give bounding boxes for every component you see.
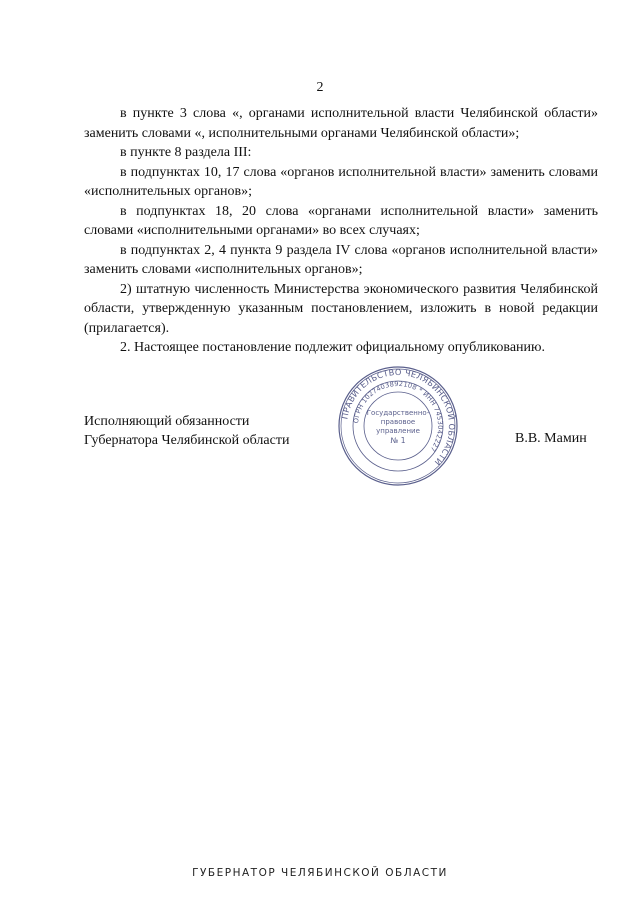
paragraph-6: 2) штатную численность Министерства экономического развития Челябинской области, утвержденную указанным постановлением, изложить в новой редакции (прилагается). xyxy=(84,281,598,336)
signatory-title-line-1: Исполняющий обязанности xyxy=(84,414,250,429)
document-body xyxy=(84,104,598,358)
paragraph-4: в подпунктах 18, 20 слова «органами исполнительной власти» заменить словами «исполнительными органами» во всех случаях; xyxy=(84,203,598,238)
paragraph-2: в пункте 8 раздела III: xyxy=(120,145,252,160)
paragraph-5: в подпунктах 2, 4 пункта 9 раздела IV слова «органов исполнительной власти» заменить словами «исполнительных органов»; xyxy=(84,242,598,277)
seal-center-line-3: управление xyxy=(376,427,420,435)
seal-center-line-1: Государственно- xyxy=(366,409,430,417)
paragraph-7: 2. Настоящее постановление подлежит официальному опубликованию. xyxy=(120,340,545,355)
seal-outer-text: ПРАВИТЕЛЬСТВО ЧЕЛЯБИНСКОЙ ОБЛАСТИ xyxy=(339,366,458,468)
seal-ring-text: ОГРН 1027403892108 * ИНН 7453042227 xyxy=(352,379,445,454)
paragraph-1: в пункте 3 слова «, органами исполнительной власти Челябинской области» заменить словами «, исполнительными органами Челябинской области»; xyxy=(84,106,598,141)
signatory-name: В.В. Мамин xyxy=(515,431,587,446)
footer-text: ГУБЕРНАТОР ЧЕЛЯБИНСКОЙ ОБЛАСТИ xyxy=(192,867,448,879)
paragraph-3: в подпунктах 10, 17 слова «органов исполнительной власти» заменить словами «исполнительных органов»; xyxy=(84,164,598,199)
signatory-title-line-2: Губернатора Челябинской области xyxy=(84,433,290,448)
seal-center-line-4: № 1 xyxy=(390,436,406,445)
page-number: 2 xyxy=(316,80,324,95)
official-seal-stamp xyxy=(337,365,459,487)
seal-center-line-2: правовое xyxy=(380,418,416,426)
signatory-title xyxy=(84,412,289,450)
